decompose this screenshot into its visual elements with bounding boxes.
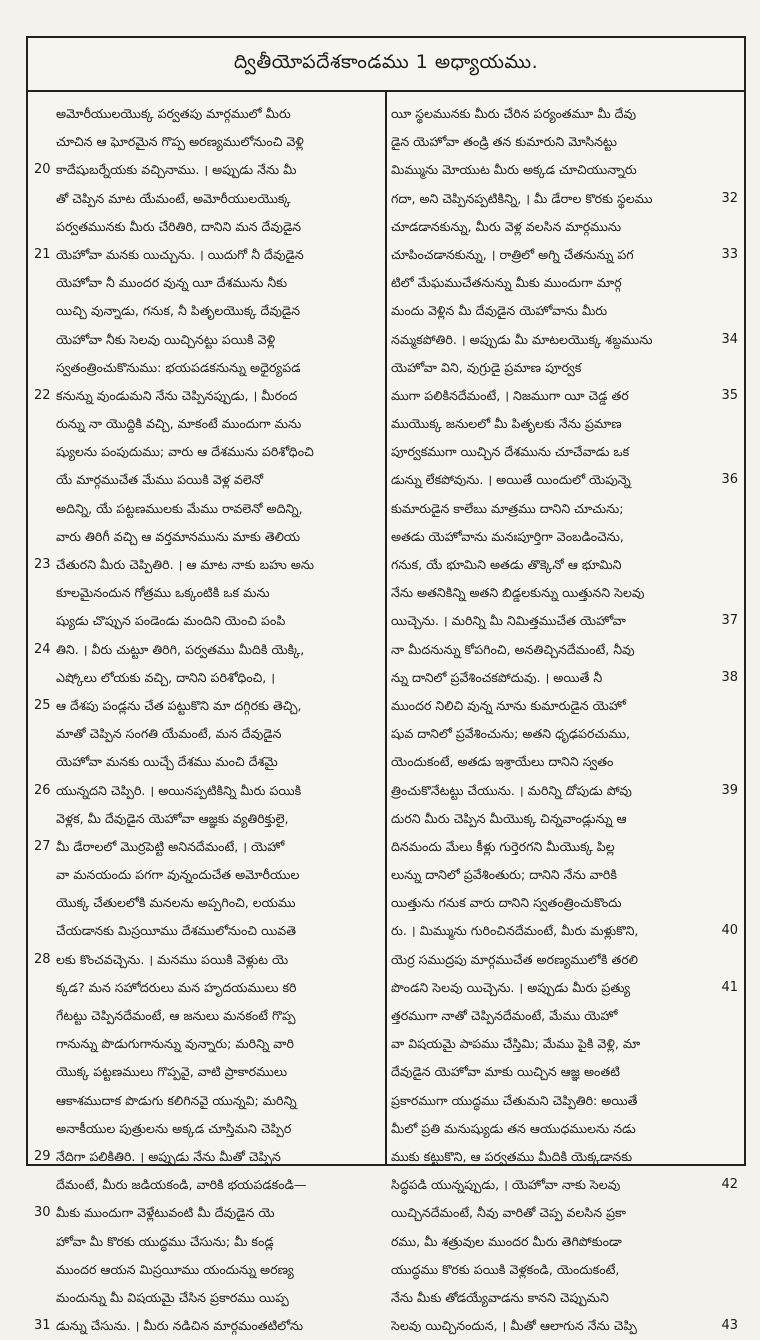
verse-number: 38 — [721, 669, 738, 685]
line-text: గదా, అని చెప్పినప్పటికిన్ని, । మీ డేరాల కొరకు స్థలము — [391, 190, 653, 206]
verse-number: 39 — [721, 782, 738, 798]
line-text: అమోరీయులయొక్క పర్వతపు మార్గములో మీరు — [56, 106, 291, 121]
text-line — [391, 1312, 740, 1340]
line-text: గానున్ను పొడుగుగానున్ను వున్నారు; మరిన్ని వారి — [56, 1036, 294, 1052]
text-line — [391, 1199, 740, 1227]
line-text: ఆకాశముదాక పొడుగు కలిగినవై యున్నవి; మరిన్ని — [56, 1092, 297, 1108]
text-line — [32, 636, 381, 664]
line-text: డున్ను లేకపోవును. । అయితే యిందులో యెపున్నె — [391, 472, 631, 488]
line-text: కాదేషుబర్నేయకు వచ్చినాము. । అప్పుడు నేను మీ — [56, 162, 297, 178]
line-text: యిచ్చెను. । మరిన్ని మీ నిమిత్తముచేత యెహోవా — [391, 613, 626, 629]
line-text: యొక్క పట్టణములు గొప్పవై, వాటి ప్రాకారములు — [56, 1064, 288, 1080]
text-line — [391, 607, 740, 635]
text-line — [391, 297, 740, 325]
text-line — [32, 213, 381, 241]
line-text: త్రించుకొనేటట్టు చేయును. । మరిన్ని దోపుడు పోవు — [391, 782, 632, 798]
text-line — [391, 1284, 740, 1312]
line-text: పూర్వకముగా యిచ్చిన దేశమును చూచేవాడు ఒక — [391, 444, 630, 460]
text-line — [391, 1058, 740, 1086]
text-line — [391, 720, 740, 748]
line-text: మీ డేరాలలో మొర్రపెట్టి అనినదేమంటే, । యెహో — [56, 838, 285, 854]
text-line — [32, 974, 381, 1002]
text-line — [32, 466, 381, 494]
line-text: యిచ్చి వున్నాడు, గనుక, నీ పితృలయొక్క దేవుడైన — [56, 303, 301, 319]
line-text: ముగా పలికినదేమంటే, । నిజముగా యీ చెడ్డ తర — [391, 387, 629, 403]
line-text: ముందర ఆయన మిస్రయీము యందున్ను అరణ్య — [56, 1261, 294, 1277]
verse-number: 28 — [34, 951, 51, 967]
verse-number: 27 — [34, 838, 51, 854]
text-line — [32, 410, 381, 438]
verse-number: 40 — [721, 923, 738, 939]
text-line — [391, 269, 740, 297]
text-line — [391, 438, 740, 466]
text-line — [391, 241, 740, 269]
verse-number: 36 — [721, 472, 738, 488]
text-line — [32, 354, 381, 382]
chapter-title: ద్వితీయోపదేశకాండము 1 అధ్యాయము. — [233, 50, 539, 73]
line-text: దేవుడైన యెహోవా మాకు యిచ్చిన ఆజ్ఞ అంతటి — [391, 1064, 620, 1080]
line-text: మందున్ను మీ విషయమై చేసిన ప్రకారము యిప్ప — [56, 1289, 289, 1305]
text-line — [391, 805, 740, 833]
line-text: ష్యులను పంపుదుము; వారు ఆ దేశమును పరిశోధించి — [56, 444, 314, 460]
line-text: మీలో ప్రతి మనుష్యుడు తన ఆయుధములను నడు — [391, 1120, 636, 1136]
line-text: వారు తిరిగీ వచ్చి ఆ వర్తమానమును మాకు తెలియ — [56, 528, 301, 544]
text-line — [32, 1030, 381, 1058]
line-text: దురని మీరు చెప్పిన మీయొక్క చిన్నవాండ్లున్ను ఆ — [391, 810, 627, 826]
text-line — [391, 777, 740, 805]
right-column — [387, 92, 744, 1334]
line-text: చేతురని మీరు చెప్పితిరి. । ఆ మాట నాకు బహు అను — [56, 557, 315, 572]
text-line — [32, 917, 381, 945]
verse-number: 22 — [34, 387, 51, 403]
text-line — [391, 1228, 740, 1256]
text-line — [391, 1256, 740, 1284]
line-text: యొక్క చేతులలోకి మనలను అప్పగించి, లయము — [56, 895, 296, 911]
line-text: అదిన్ని, యే పట్టణములకు మేము రావలెనో అదిన్ని, — [56, 500, 303, 516]
text-line — [32, 241, 381, 269]
text-line — [32, 1256, 381, 1284]
text-line — [32, 664, 381, 692]
line-text: రు. । మిమ్మును గురించినదేమంటే, మీరు మళ్లుకొని, — [391, 923, 639, 939]
text-line — [32, 1228, 381, 1256]
line-text: గనుక, యే భూమిని అతడు తొక్కెనో ఆ భూమిని — [391, 557, 622, 572]
text-line — [32, 1284, 381, 1312]
line-text: తిని. । వీరు చుట్టూ తిరిగి, పర్వతము మీదికి యెక్కి, — [56, 641, 305, 657]
text-line — [32, 720, 381, 748]
text-line — [391, 495, 740, 523]
line-text: కనున్ను వుండుమని నేను చెప్పినప్పుడు, । మీరంద — [56, 387, 298, 403]
text-line — [391, 382, 740, 410]
text-line — [32, 438, 381, 466]
text-line — [391, 1002, 740, 1030]
verse-number: 33 — [721, 246, 738, 262]
line-text: న్ను దానిలో ప్రవేశించకపోదువు. । అయితే నీ — [391, 669, 603, 685]
text-line — [391, 833, 740, 861]
line-text: రున్ను నా యొద్దికి వచ్చి, మాకంటే ముందుగా మను — [56, 416, 302, 432]
line-text: మందు వెళ్లిన మీ దేవుడైన యెహోవాను మీరు — [391, 303, 608, 319]
text-line — [32, 1002, 381, 1030]
line-text: యెహోవా విని, వుగ్రుడై ప్రమాణ పూర్వక — [391, 359, 582, 375]
text-line — [391, 748, 740, 776]
text-line — [391, 185, 740, 213]
line-text: వా విషయమై పాపము చేస్తిమి; మేము పైకి వెళ్లి, మా — [391, 1036, 641, 1052]
line-text: సెలవు యిచ్చినందున, । మీతో ఆలాగున నేను చెప్పి — [391, 1318, 637, 1334]
text-line — [391, 326, 740, 354]
line-text: మాతో చెప్పిన సంగతి యేమంటే, మన దేవుడైన — [56, 726, 282, 742]
line-text: టిలో మేఘముచేతనున్ను మీకు ముందుగా మార్గ — [391, 275, 622, 291]
text-line — [32, 889, 381, 917]
verse-number: 24 — [34, 641, 51, 657]
line-text: వా మనయందు పగగా వున్నందుచేత అమోరీయుల — [56, 867, 300, 883]
text-line — [32, 523, 381, 551]
verse-number: 32 — [721, 190, 738, 206]
text-line — [391, 354, 740, 382]
text-line — [32, 1143, 381, 1171]
line-text: సిద్ధపడి యున్నప్పుడు, । యెహోవా నాకు సెలవు — [391, 1177, 621, 1193]
text-line — [391, 946, 740, 974]
text-line — [32, 579, 381, 607]
text-line — [391, 523, 740, 551]
line-text: గేటట్టు చెప్పినదేమంటే, ఆ జనులు మనకంటే గొప్ప — [56, 1008, 296, 1023]
text-line — [32, 946, 381, 974]
text-line — [32, 1058, 381, 1086]
line-text: యెహోవా మనకు యిచ్చును. । యిదుగో నీ దేవుడైన — [56, 246, 304, 262]
line-text: ఆ దేశపు పండ్లను చేత పట్టుకొని మా దగ్గిరకు తెచ్చి, — [56, 697, 302, 713]
text-line — [32, 777, 381, 805]
line-text: లున్ను దానిలో ప్రవేశింతురు; దానిని నేను వారికి — [391, 867, 617, 883]
text-line — [32, 269, 381, 297]
verse-number: 23 — [34, 557, 51, 572]
line-text: యెహోవా మనకు యిచ్చే దేశము మంచి దేశమై — [56, 754, 278, 770]
line-text: లకు కొంచవచ్చెను. । మనము పయికి వెళ్లుట యె — [56, 951, 289, 967]
verse-number: 29 — [34, 1148, 51, 1164]
text-line — [391, 213, 740, 241]
text-columns — [28, 92, 744, 1334]
line-text: యిచ్చినదేమంటే, నీవు వారితో చెప్ప వలసిన ప్రకా — [391, 1205, 626, 1221]
line-text: ముకు కట్టుకొని, ఆ పర్వతము మీదికి యెక్కడానకు — [391, 1148, 633, 1164]
text-line — [32, 1199, 381, 1227]
line-text: ష్యుడు చొప్పున పండెండు మందిని యెంచి పంపి — [56, 613, 286, 629]
text-line — [391, 889, 740, 917]
text-line — [32, 1312, 381, 1340]
verse-number: 31 — [34, 1318, 51, 1334]
line-text: అతడు యెహోవాను మనఃపూర్తిగా వెంబడించెను, — [391, 528, 624, 544]
text-line — [32, 128, 381, 156]
verse-number: 25 — [34, 697, 51, 713]
line-text: నేను అతనికిన్ని అతని బిడ్డలకున్ను యిత్తునని సెలవు — [391, 585, 645, 601]
text-line — [391, 1115, 740, 1143]
line-text: తో చెప్పిన మాట యేమంటే, అమోరీయులయొక్క — [56, 190, 291, 206]
line-text: రము, మీ శత్రువుల ముందర మీరు తెగిపోకుండా — [391, 1233, 622, 1249]
verse-number: 34 — [721, 331, 738, 347]
text-line — [32, 156, 381, 184]
text-line — [391, 692, 740, 720]
text-line — [32, 100, 381, 128]
text-line — [391, 861, 740, 889]
text-line — [391, 1143, 740, 1171]
line-text: పర్వతమునకు మీరు చేరితిరి, దానిని మన దేవుడైన — [56, 218, 302, 234]
line-text: నేదిగా పలికితిరి. । అప్పుడు నేను మీతో చెప్పిన — [56, 1148, 281, 1164]
verse-number: 37 — [721, 613, 738, 629]
left-column — [28, 92, 387, 1334]
line-text: పొండని సెలవు యిచ్చెను. । అప్పుడు మీరు ప్రత్యు — [391, 979, 631, 995]
line-text: వెళ్లక, మీ దేవుడైన యెహోవా ఆజ్ఞకు వ్యతిరిక్తులై, — [56, 810, 289, 826]
line-text: చూచిన ఆ ఘోరమైన గొప్ప అరణ్యములోనుంచి వెళ్లి — [56, 134, 304, 150]
line-text: ప్రకారముగా యుద్ధము చేతుమని చెప్పితిరి: అయితే — [391, 1092, 638, 1108]
line-text: నా మీదనున్ను కోపగించి, అనతిచ్చినదేమంటే, నీవు — [391, 641, 635, 657]
line-text: యిత్తును గనుక వారు దానిని స్వతంత్రించుకొందు — [391, 895, 622, 911]
verse-number: 41 — [721, 979, 738, 995]
line-text: మిమ్మును మోయుట మీరు అక్కడ చూచియున్నారు — [391, 162, 637, 178]
line-text: యెర్ర సముద్రపు మార్గముచేత అరణ్యములోకి తరలి — [391, 951, 639, 967]
line-text: నమ్మకపోతిరి. । అప్పుడు మీ మాటలయొక్క శబ్దమును — [391, 331, 653, 347]
line-text: త్తరముగా నాతో చెప్పినదేమంటే, మేము యెహో — [391, 1008, 618, 1023]
line-text: యున్నదని చెప్పిరి. । అయినప్పటికిన్ని మీరు పయికి — [56, 782, 302, 798]
text-line — [32, 607, 381, 635]
text-line — [32, 1171, 381, 1199]
text-line — [391, 156, 740, 184]
text-line — [391, 1087, 740, 1115]
text-line — [32, 1115, 381, 1143]
text-line — [391, 466, 740, 494]
page-frame — [26, 36, 746, 1334]
verse-number: 26 — [34, 782, 51, 798]
text-line — [391, 664, 740, 692]
line-text: షువ దానిలో ప్రవేశించును; అతని ధృఢపరచుము, — [391, 726, 631, 742]
text-line — [32, 326, 381, 354]
text-line — [32, 748, 381, 776]
text-line — [391, 128, 740, 156]
text-line — [32, 551, 381, 579]
line-text: మీకు ముందుగా వెళ్లేటువంటి మీ దేవుడైన యె — [56, 1205, 275, 1221]
text-line — [391, 410, 740, 438]
line-text: హోవా మీ కొరకు యుద్ధము చేసును; మీ కండ్ల — [56, 1233, 274, 1249]
line-text: నేను మీకు తోడయ్యేవాడను కానని చెప్పుమని — [391, 1289, 609, 1305]
line-text: ఎష్కోలు లోయకు వచ్చి, దానిని పరిశోధించి, । — [56, 669, 276, 685]
line-text: క్కడ? మన సహోదరులు మన హృదయములు కరి — [56, 979, 297, 995]
text-line — [391, 636, 740, 664]
line-text: కూలమైనందున గోత్రము ఒక్కంటికి ఒక మను — [56, 585, 270, 601]
text-line — [32, 692, 381, 720]
line-text: యెహోవా నీకు సెలవు యిచ్చినట్టు పయికి వెళ్లి — [56, 331, 276, 347]
text-line — [32, 495, 381, 523]
verse-number: 42 — [721, 1177, 738, 1193]
line-text: దేమంటే, మీరు జడియకండి, వారికి భయపడకండి— — [56, 1177, 307, 1193]
text-line — [391, 579, 740, 607]
line-text: కుమారుడైన కాలేబు మాత్రము దానిని చూచును; — [391, 500, 624, 516]
line-text: డైన యెహోవా తండ్రి తన కుమారుని మోసినట్టు — [391, 134, 617, 150]
line-text: చూపించడానకున్ను, । రాత్రిలో అగ్ని చేతనున్ను పగ — [391, 246, 634, 262]
text-line — [32, 185, 381, 213]
text-line — [32, 382, 381, 410]
page-header — [28, 38, 744, 92]
line-text: చూడడానకున్ను, మీరు వెళ్ల వలసిన మార్గమును — [391, 218, 622, 234]
line-text: యే మార్గముచేత మేము పయికి వెళ్ల వలెనో — [56, 472, 264, 488]
line-text: స్వతంత్రించుకొనుము: భయపడకనున్ను అధైర్యపడ — [56, 359, 301, 375]
line-text: ముయొక్క జనులలో మీ పితృలకు నేను ప్రమాణ — [391, 416, 622, 432]
text-line — [32, 297, 381, 325]
text-line — [32, 1087, 381, 1115]
verse-number: 35 — [721, 387, 738, 403]
text-line — [32, 861, 381, 889]
line-text: యీ స్థలమునకు మీరు చేరిన పర్యంతమూ మీ దేవు — [391, 106, 637, 121]
line-text: యెందుకంటే, అతడు ఇశ్రాయేలు దానిని స్వతం — [391, 754, 614, 770]
text-line — [391, 917, 740, 945]
text-line — [391, 100, 740, 128]
line-text: దినమందు మేలు కీళ్లు గుర్తెరగని మీయొక్క పిల్ల — [391, 838, 615, 854]
text-line — [32, 805, 381, 833]
text-line — [32, 833, 381, 861]
verse-number: 20 — [34, 162, 51, 178]
text-line — [391, 551, 740, 579]
text-line — [391, 1171, 740, 1199]
verse-number: 30 — [34, 1205, 51, 1221]
line-text: యుద్ధము కొరకు పయికి వెళ్లకండి, యెందుకంటే, — [391, 1261, 620, 1277]
text-line — [391, 1030, 740, 1058]
line-text: అనాకీయుల పుత్రులను అక్కడ చూస్తిమని చెప్పిర — [56, 1120, 292, 1136]
line-text: యెహోవా నీ ముందర వున్న యీ దేశమును నీకు — [56, 275, 288, 291]
text-line — [391, 974, 740, 1002]
line-text: ముందర నిలిచి వున్న నూను కుమారుడైన యెహో — [391, 697, 626, 713]
line-text: చేయడానకు మిస్రయీము దేశములోనుంచి యివతె — [56, 923, 297, 939]
verse-number: 43 — [721, 1318, 738, 1334]
line-text: డున్ను చేసును. । మీరు నడిచిన మార్గమంతటిలోను — [56, 1318, 304, 1334]
verse-number: 21 — [34, 246, 51, 262]
